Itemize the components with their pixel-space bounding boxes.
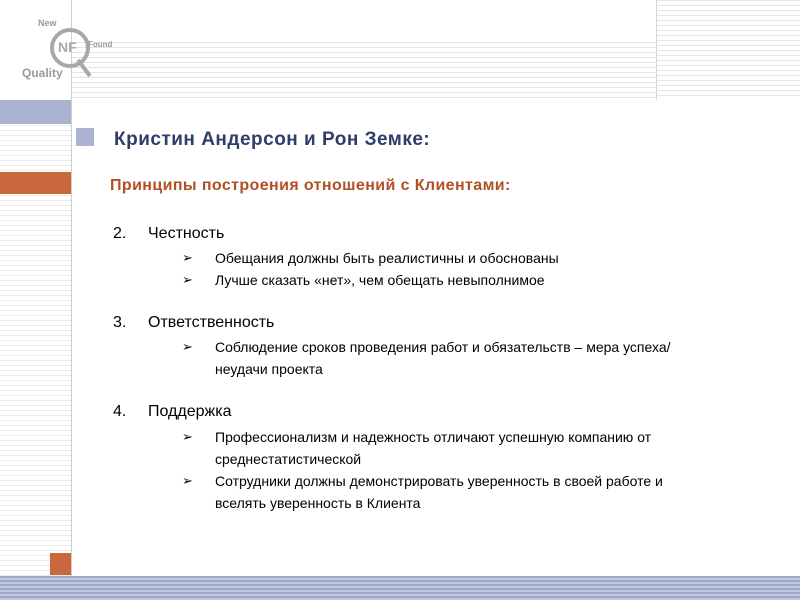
arrow-bullet-icon: ➢ [182, 250, 193, 265]
left-divider-line [71, 0, 72, 600]
logo-quality-text: Quality [22, 66, 63, 80]
section-heading [113, 314, 274, 332]
bullet-text: Профессионализм и надежность отличают успешную компанию от среднестатистической [215, 429, 652, 467]
slide-subtitle: Принципы построения отношений с Клиентами: [110, 177, 511, 194]
bottom-striped-band [0, 576, 800, 600]
section-heading [113, 403, 231, 421]
bullet-text: Обещания должны быть реалистичны и обоснованы [215, 250, 559, 266]
section-title: Ответственность [148, 314, 275, 331]
section-number: 4. [113, 403, 127, 420]
bullet-text: Соблюдение сроков проведения работ и обязательств – мера успеха/неудачи проекта [215, 339, 671, 377]
section-title: Честность [148, 225, 225, 242]
section-title: Поддержка [148, 403, 232, 420]
logo-new-text: New [38, 18, 57, 28]
company-logo [20, 18, 130, 88]
arrow-bullet-icon: ➢ [182, 429, 193, 444]
orange-accent-block [0, 172, 72, 194]
bullet-text: Лучше сказать «нет», чем обещать невыполнимое [215, 272, 545, 288]
logo-mark-text: NF [58, 39, 77, 55]
title-marker [76, 128, 94, 146]
arrow-bullet-icon: ➢ [182, 272, 193, 287]
section-number: 2. [113, 225, 127, 242]
blue-accent-block [0, 100, 72, 124]
section-number: 3. [113, 314, 127, 331]
top-inner-lines [72, 42, 657, 100]
top-divider-line [656, 0, 657, 100]
arrow-bullet-icon: ➢ [182, 339, 193, 354]
section-heading [113, 225, 224, 243]
slide-title: Кристин Андерсон и Рон Земке: [114, 129, 431, 150]
orange-accent-square [50, 553, 72, 575]
logo-found-text: Found [88, 40, 113, 49]
bullet-text: Сотрудники должны демонстрировать уверенность в своей работе и вселять уверенность в Клиента [215, 473, 663, 511]
arrow-bullet-icon: ➢ [182, 473, 193, 488]
